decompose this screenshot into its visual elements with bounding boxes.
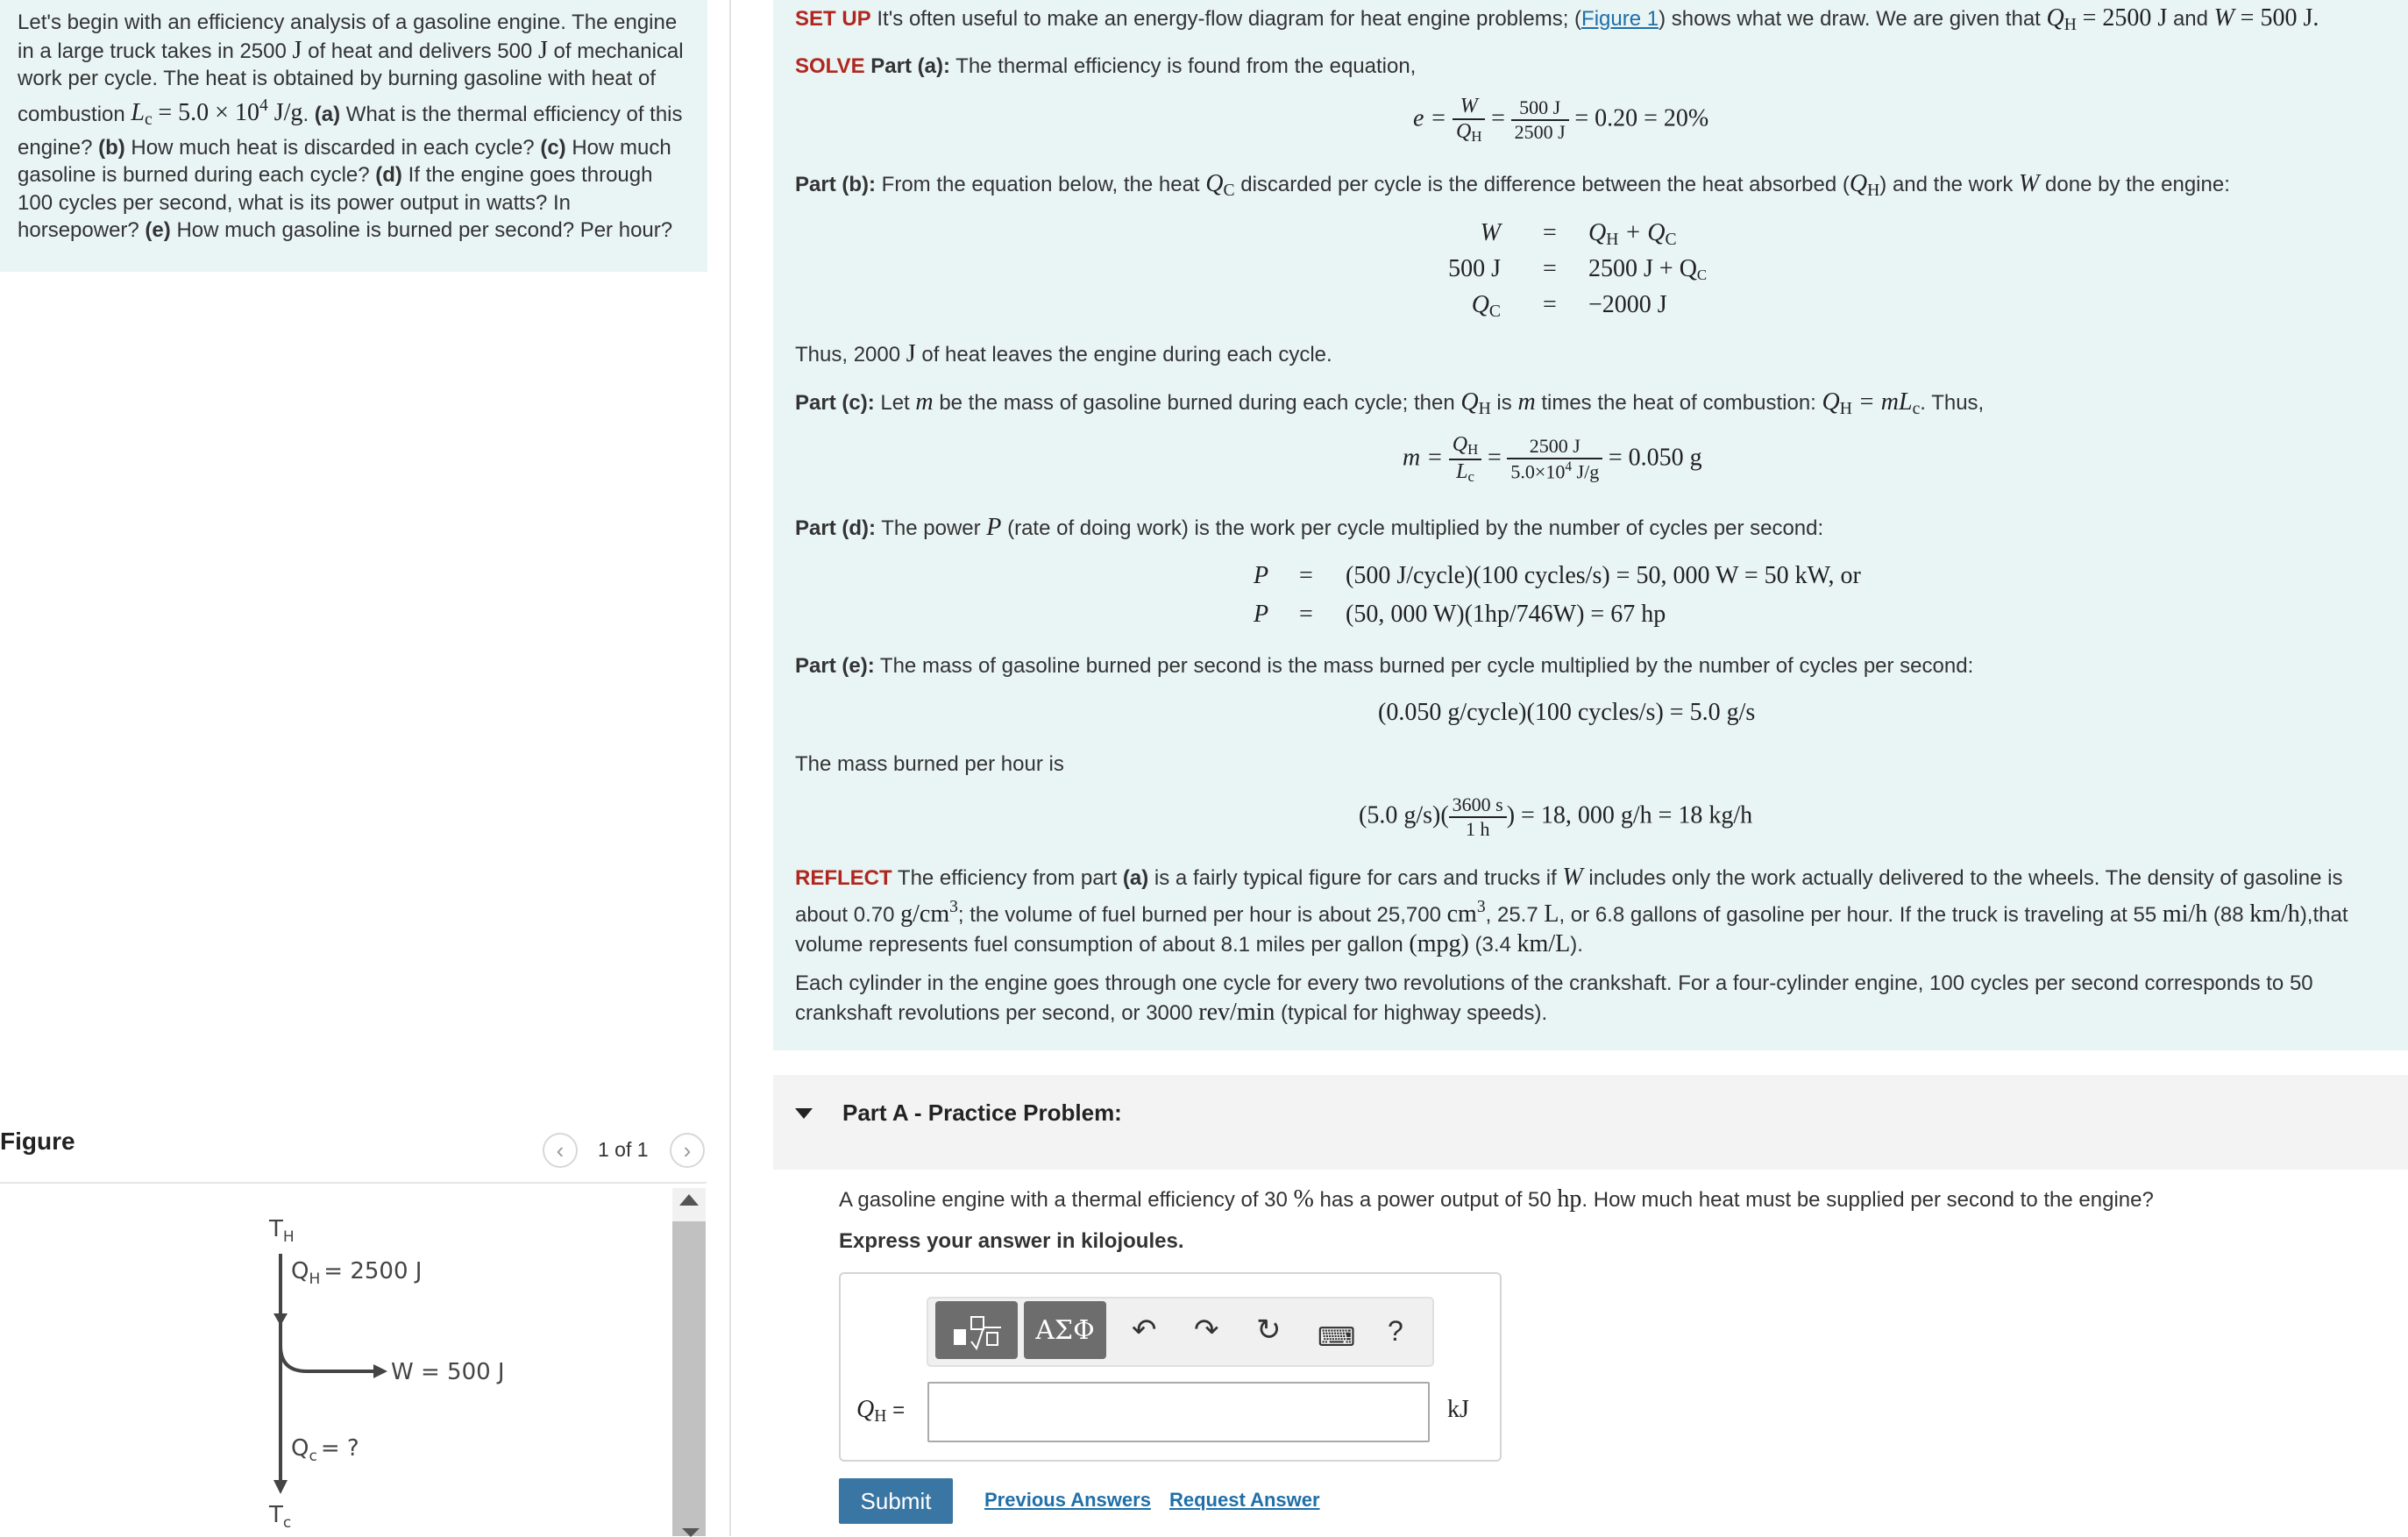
part-b-label: (b) xyxy=(98,135,125,160)
part-b-paragraph: Part (b): From the equation below, the heat $Q_C$ discarded per cycle is the difference between the heat absorbed $(Q_H)$ and the work W done by the engine: xyxy=(795,170,2230,200)
cylinder-paragraph: Each cylinder in the engine goes through one cycle for every two revolutions of the crankshaft. For a four-cylinder engine, 100 cycles per second corresponds to 50 crankshaft revolutions per second, or 3000 rev/min (typical for highway speeds). xyxy=(795,971,2313,1026)
part-a-label: (a) xyxy=(314,102,341,126)
part-e-paragraph: Part (e): The mass of gasoline burned per second is the mass burned per cycle multiplied by the number of cycles per second: xyxy=(795,654,1974,678)
answer-instruction: Express your answer in kilojoules. xyxy=(839,1229,1184,1253)
problem-text: How much gasoline is burned during each cycle? xyxy=(18,135,671,188)
problem-text: of mechanical work per cycle. The heat is obtained by burning gasoline with heat of combustion xyxy=(18,39,684,126)
problem-text: If the engine goes through 100 cycles per second, what is its power output in watts? In horsepower? xyxy=(18,163,653,243)
redo-icon[interactable]: ↷ xyxy=(1194,1313,1219,1347)
mass-per-second-equation: (0.050 g/cycle)(100 cycles/s) = 5.0 g/s xyxy=(1378,699,1756,726)
th-label: $T_H$ xyxy=(269,1216,295,1246)
part-c-label: (c) xyxy=(540,135,566,160)
figure-scrollbar-thumb[interactable] xyxy=(672,1221,706,1536)
arrow-right-icon xyxy=(373,1364,387,1378)
problem-text: What is the thermal efficiency of this engine? xyxy=(18,102,683,160)
column-divider xyxy=(729,0,731,1536)
unit-joule: J xyxy=(537,36,548,64)
previous-answers-link[interactable]: Previous Answers xyxy=(984,1489,1151,1511)
reset-icon[interactable]: ↻ xyxy=(1256,1313,1282,1347)
figure-link[interactable]: Figure 1 xyxy=(1581,7,1659,31)
part-d-paragraph: Part (d): The power P (rate of doing work) is the work per cycle multiplied by the number of cycles per second: xyxy=(795,514,1824,541)
efficiency-equation: e = $\frac{W}{Q_H}$ = $\frac{500 J}{2500 J}$ = 0.20 = 20% xyxy=(1413,95,1709,146)
figure-prev-button[interactable] xyxy=(543,1133,578,1168)
qc-label: $Q_c$ = ? xyxy=(291,1435,359,1465)
chevron-right-icon: › xyxy=(683,1136,692,1163)
heat-of-combustion-symbol: $L_c$ xyxy=(131,99,153,130)
work-branch-line xyxy=(281,1346,375,1371)
greek-symbols-icon: ΑΣΦ xyxy=(1035,1314,1095,1346)
work-label: W = 500 J xyxy=(391,1359,505,1385)
help-button[interactable]: ? xyxy=(1388,1315,1403,1347)
part-e-label: (e) xyxy=(145,218,171,243)
mass-per-hour-equation: (5.0 g/s)( $\frac{3600 s}{1 h}$ ) = 18, 000 g/h = 18 kg/h xyxy=(1359,793,1753,840)
reflect-paragraph: REFLECT The efficiency from part (a) is a fairly typical figure for cars and trucks if W includes only the work actually delivered to the wheels. The density of gasoline is about 0.70 $g/cm^3$; the volume of fuel burned per hour is about 25,700 $cm^3$, 25.7 L, or 6.8 gallons of gasoline per hour. If the truck is traveling at 55 mi/h (88 km/h),that volume represents fuel consumption of about 8.1 miles per gallon (mpg) (3.4 km/L). xyxy=(795,864,2348,957)
figure-title: Figure xyxy=(0,1128,75,1155)
heat-of-combustion-value: = $5.0 \times 10^4$ J/g xyxy=(158,96,303,127)
worked-solution: SET UP It's often useful to make an energy-flow diagram for heat engine problems; (Figure 1) shows what we draw. We are given that $Q_H = 2500$ J and W = 500 J. SOLVE Part (a): The thermal efficiency is found from the equation, e = $\frac{W}{Q_H}$ = $\frac{500 J}{2500 J}$ = 0.20 = 20% Part (b): From the equation below, the heat $Q_C$ discarded per cycle is the difference between the heat absorbed $(Q_H)$ and the work W done by the engine: W = $Q_H + Q_C$ 500 J = 2500 $J + Q_C$ $Q_C$ = −2000 J Thus, 2000 J of heat leaves the engine during each cycle. Part (c): Let m be the mass of gasoline burned during each cycle; then $Q_H$ is m times the heat of combustion: $Q_H = mL_c$. Thus, m = $\frac{Q_H}{L_c}$ = $\frac{2500 J}{5.0\times 10^4 J/g}$ = 0.050 g Part (d): The power P (rate of doing work) is the work per cycle multiplied by the number of cycles per second: P = (500 J/cycle)(100 cycles/s) = 50, 000 W = 50 kW, or P = (50, 000 W)(1hp/746W) = 67 hp Part (e): The mass of gasoline burned per second is the mass burned per cycle multiplied by the number of cycles per second: (0.050 g/cycle)(100 cycles/s) = 5.0 g/s The mass burned per hour is (5.0 g/s)( $\frac{3600 s}{1 h}$ ) = 18, 000 g/h = 18 kg/h REFLECT The efficiency from part (a) is a fairly typical figure for cars and trucks if W includes only the work actually delivered to the wheels. The density of gasoline is about 0.70 $g/cm^3$; the volume of fuel burned per hour is about 25,700 $cm^3$, 25.7 L, or 6.8 gallons of gasoline per hour. If the truck is traveling at 55 mi/h (88 km/h),that volume represents fuel consumption of about 8.1 miles per gallon (mpg) (3.4 km/L). Each cylinder in the engine goes through one cycle for every two revolutions of the crankshaft. For a four-cylinder engine, 100 cycles per second corresponds to 50 crankshaft revolutions per second, or 3000 rev/min (typical for highway speeds). xyxy=(773,0,2408,1050)
solve-paragraph: SOLVE Part (a): The thermal efficiency is found from the equation, xyxy=(795,54,1417,78)
arrow-down-icon xyxy=(273,1313,288,1326)
scroll-up-icon[interactable] xyxy=(679,1194,699,1206)
thus-paragraph: Thus, 2000 J of heat leaves the engine during each cycle. xyxy=(795,340,1332,367)
solve-label: SOLVE xyxy=(795,54,865,78)
setup-label: SET UP xyxy=(795,7,871,31)
keyboard-icon[interactable]: ⌨ xyxy=(1318,1323,1356,1352)
templates-icon xyxy=(941,1308,1012,1352)
practice-question: A gasoline engine with a thermal efficiency of 30 % has a power output of 50 hp. How much heat must be supplied per second to the engine? xyxy=(839,1185,2154,1213)
tc-label: $T_c$ xyxy=(269,1502,292,1532)
qh-label: $Q_H = 2500$ J xyxy=(291,1258,423,1288)
figure-divider xyxy=(0,1182,707,1184)
setup-paragraph: SET UP It's often useful to make an energy-flow diagram for heat engine problems; (Figure 1) shows what we draw. We are given that $Q_H = 2500$ J and W = 500 J. xyxy=(795,4,2319,34)
problem-text: How much gasoline is burned per second? Per hour? xyxy=(176,218,673,243)
unit-joule: J xyxy=(292,36,302,64)
chevron-left-icon: ‹ xyxy=(556,1136,565,1163)
arrow-down-icon xyxy=(273,1480,288,1494)
figure-next-button[interactable] xyxy=(670,1133,705,1168)
symbols-button[interactable] xyxy=(1024,1301,1106,1359)
mass-equation: m = $\frac{Q_H}{L_c}$ = $\frac{2500 J}{5.0\times 10^4 J/g}$ = 0.050 g xyxy=(1403,433,1702,486)
mass-per-hour-text: The mass burned per hour is xyxy=(795,752,1064,776)
reflect-label: REFLECT xyxy=(795,866,892,890)
templates-button[interactable] xyxy=(935,1301,1018,1359)
submit-button[interactable]: Submit xyxy=(839,1478,953,1524)
caret-down-icon[interactable] xyxy=(795,1108,813,1119)
figure-page-indicator: 1 of 1 xyxy=(598,1138,649,1161)
energy-flow-diagram xyxy=(254,1210,570,1536)
problem-text: Let's begin with an efficiency analysis of a gasoline engine. The engine in a large truck takes in 2500 xyxy=(18,11,678,63)
part-c-paragraph: Part (c): Let m be the mass of gasoline burned during each cycle; then $Q_H$ is m times the heat of combustion: $Q_H = mL_c$. Thus, xyxy=(795,388,1985,418)
undo-icon[interactable]: ↶ xyxy=(1132,1313,1157,1347)
part-a-title[interactable]: Part A - Practice Problem: xyxy=(842,1099,1122,1126)
answer-unit: kJ xyxy=(1447,1396,1469,1423)
problem-text: of heat and delivers 500 xyxy=(308,39,533,63)
part-d-label: (d) xyxy=(375,163,402,188)
problem-text: How much heat is discarded in each cycle? xyxy=(131,135,535,160)
request-answer-link[interactable]: Request Answer xyxy=(1169,1489,1320,1511)
problem-statement: Let's begin with an efficiency analysis of a gasoline engine. The engine in a large truck takes in 2500 J of heat and delivers 500 J of mechanical work per cycle. The heat is obtained by burning gasoline with heat of combustion $L_c = 5.0 \times 10^4$ J/g. (a) What is the thermal efficiency of this engine? (b) How much heat is discarded in each cycle? (c) How much gasoline is burned during each cycle? (d) If the engine goes through 100 cycles per second, what is its power output in watts? In horsepower? (e) How much gasoline is burned per second? Per hour? xyxy=(0,0,707,272)
answer-variable-label: $Q_H$ = xyxy=(856,1396,906,1426)
answer-input[interactable] xyxy=(927,1382,1430,1442)
